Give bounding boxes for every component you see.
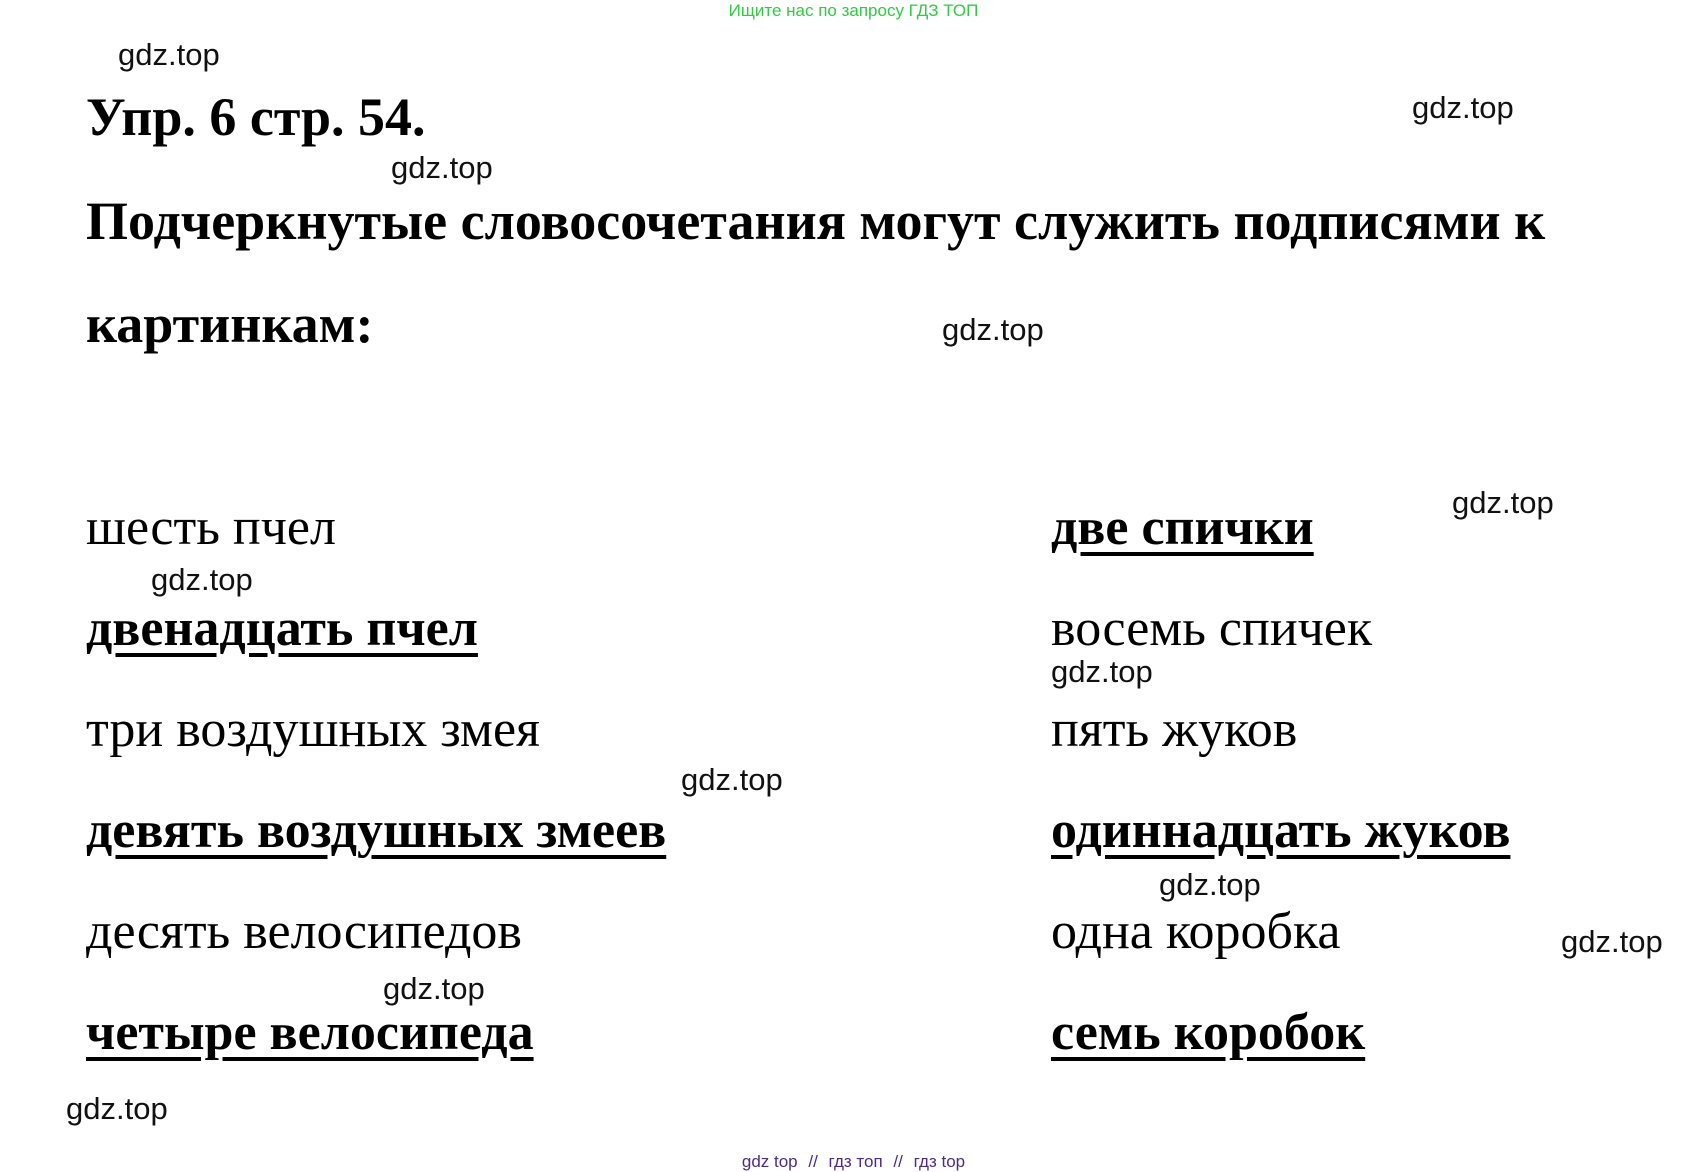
footer-link-gdz-top[interactable]: gdz top: [741, 1152, 798, 1171]
phrase-right-4-underlined: одиннадцать жуков: [1051, 802, 1511, 859]
task-text-line-1: Подчеркнутые словосочетания могут служить подписями к: [86, 191, 1546, 251]
phrase-left-3: три воздушных змея: [86, 701, 540, 758]
task-text-line-2: картинкам:: [86, 294, 374, 354]
watermark: gdz.top: [1561, 924, 1663, 959]
watermark: gdz.top: [1452, 485, 1554, 520]
watermark: gdz.top: [383, 971, 485, 1006]
watermark: gdz.top: [66, 1091, 168, 1126]
footer-link-gdz-top-mixed[interactable]: гдз top: [913, 1152, 966, 1171]
phrase-right-1-underlined: две спички: [1051, 499, 1314, 556]
phrase-right-6-underlined: семь коробок: [1051, 1004, 1366, 1061]
watermark: gdz.top: [681, 762, 783, 797]
footer-links: [0, 1152, 1707, 1172]
phrase-right-3: пять жуков: [1051, 701, 1298, 758]
phrase-left-1: шесть пчел: [86, 499, 336, 556]
phrase-left-2-underlined: двенадцать пчел: [86, 600, 478, 657]
footer-link-gdz-top-ru[interactable]: гдз топ: [828, 1152, 883, 1171]
search-banner[interactable]: Ищите нас по запросу ГДЗ ТОП: [728, 1, 979, 20]
footer-separator: //: [808, 1152, 818, 1171]
watermark: gdz.top: [1051, 654, 1153, 689]
footer-separator: //: [893, 1152, 903, 1171]
watermark: gdz.top: [1412, 90, 1514, 125]
watermark: gdz.top: [391, 150, 493, 185]
watermark: gdz.top: [1159, 867, 1261, 902]
watermark: gdz.top: [118, 37, 220, 72]
phrase-left-6-underlined: четыре велосипеда: [86, 1004, 534, 1061]
phrase-right-5: одна коробка: [1051, 903, 1341, 960]
watermark: gdz.top: [942, 312, 1044, 347]
exercise-title: Упр. 6 стр. 54.: [86, 87, 426, 147]
phrase-left-4-underlined: девять воздушных змеев: [86, 802, 667, 859]
phrase-right-2: восемь спичек: [1051, 600, 1373, 657]
watermark: gdz.top: [151, 562, 253, 597]
phrase-left-5: десять велосипедов: [86, 903, 522, 960]
